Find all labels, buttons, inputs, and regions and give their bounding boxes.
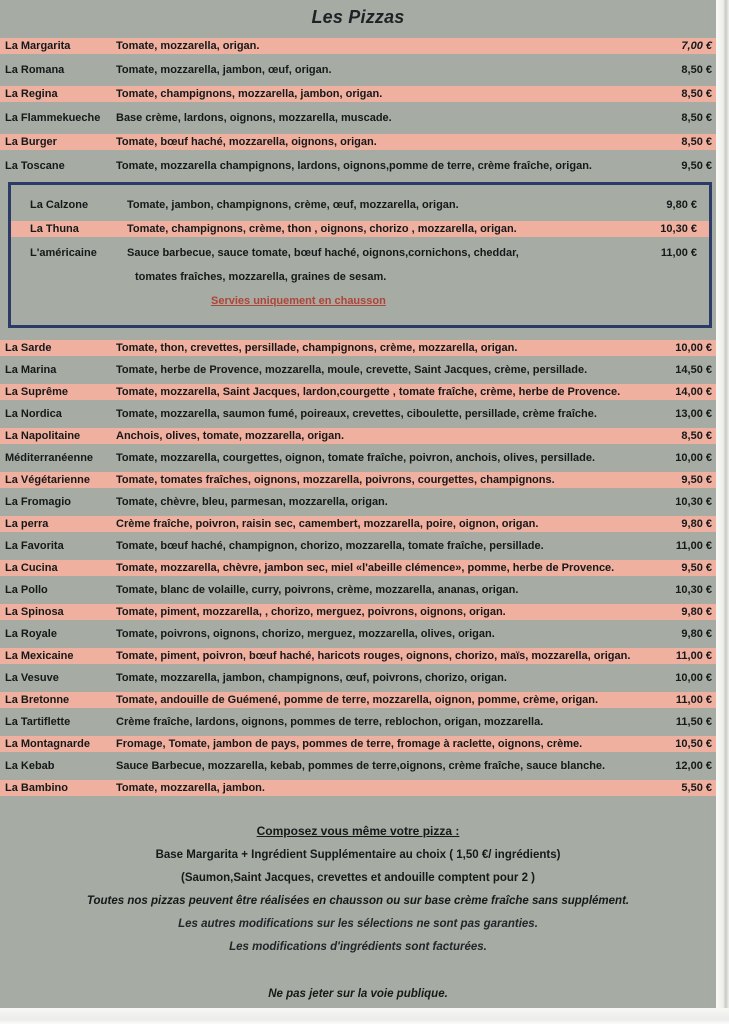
menu-row [0, 692, 716, 708]
pizza-price: 8,50 € [681, 64, 712, 76]
menu-row [0, 516, 716, 532]
menu-row [0, 362, 716, 378]
pizza-price: 8,50 € [681, 112, 712, 124]
menu-row [0, 450, 716, 466]
menu-row [11, 221, 709, 237]
pizza-name: La Végétarienne [5, 474, 90, 486]
menu-row [0, 38, 716, 54]
pizza-ingredients: Fromage, Tomate, jambon de pays, pommes de terre, fromage à raclette, oignons, crème. [116, 738, 583, 750]
chausson-note: Servies uniquement en chausson [211, 295, 386, 307]
pizza-ingredients: Tomate, blanc de volaille, curry, poivrons, crème, mozzarella, ananas, origan. [116, 584, 519, 596]
pizza-ingredients: Tomate, champignons, crème, thon , oignons, chorizo , mozzarella, origan. [127, 223, 517, 235]
pizza-ingredients: Tomate, mozzarella, chèvre, jambon sec, miel «l'abeille clémence», pomme, herbe de Provence. [116, 562, 615, 574]
footer-line: Les modifications d'ingrédients sont facturées. [229, 941, 487, 953]
pizza-name: La Spinosa [5, 606, 64, 618]
menu-row [0, 428, 716, 444]
page-title: Les Pizzas [311, 7, 405, 27]
pizza-ingredients: Tomate, tomates fraîches, oignons, mozzarella, poivrons, courgettes, champignons. [116, 474, 555, 486]
pizza-price: 9,80 € [681, 628, 712, 640]
menu-row [0, 86, 716, 102]
pizza-price: 9,80 € [681, 606, 712, 618]
menu-row [0, 780, 716, 796]
pizza-price: 8,50 € [681, 88, 712, 100]
footer-line: (Saumon,Saint Jacques, crevettes et andouille comptent pour 2 ) [180, 872, 536, 884]
pizza-name: La Fromagio [5, 496, 72, 508]
pizza-name: La Royale [5, 628, 57, 640]
footer-lines [0, 848, 716, 954]
pizza-ingredients: Tomate, chèvre, bleu, parmesan, mozzarella, origan. [116, 496, 388, 508]
pizza-name: La Romana [5, 64, 65, 76]
menu-row [11, 245, 709, 261]
menu-row [0, 134, 716, 150]
menu-row [0, 736, 716, 752]
pizza-list-boxed [11, 197, 709, 285]
pizza-name: La Thuna [30, 223, 79, 235]
pizza-ingredients: Tomate, herbe de Provence, mozzarella, moule, crevette, Saint Jacques, crème, persillade. [116, 364, 588, 376]
pizza-price: 10,50 € [675, 738, 712, 750]
pizza-name: La Sarde [5, 342, 52, 354]
scan-edge-right [716, 0, 729, 1024]
pizza-price: 14,50 € [675, 364, 712, 376]
pizza-name: La Suprême [5, 386, 68, 398]
scan-edge-bottom [0, 1008, 729, 1024]
pizza-price: 10,00 € [675, 672, 712, 684]
menu-row [0, 670, 716, 686]
pizza-price: 10,00 € [675, 342, 712, 354]
pizza-list-top [0, 38, 716, 174]
pizza-price: 13,00 € [675, 408, 712, 420]
pizza-name: La Calzone [30, 199, 89, 211]
pizza-name: La Montagnarde [5, 738, 90, 750]
pizza-ingredients: Base crème, lardons, oignons, mozzarella, muscade. [116, 112, 392, 124]
pizza-name: La Marina [5, 364, 57, 376]
pizza-name: La Cucina [5, 562, 58, 574]
pizza-price: 9,80 € [666, 199, 697, 211]
pizza-name: La Nordica [5, 408, 62, 420]
pizza-ingredients: Sauce Barbecue, mozzarella, kebab, pommes de terre,oignons, crème fraîche, sauce blanche. [116, 760, 606, 772]
menu-row [0, 538, 716, 554]
pizza-ingredients: Tomate, mozzarella, Saint Jacques, lardon,courgette , tomate fraîche, crème, herbe de Provence. [116, 386, 621, 398]
menu-row [0, 604, 716, 620]
pizza-ingredients: Sauce barbecue, sauce tomate, bœuf haché, oignons,cornichons, cheddar, [127, 247, 519, 259]
pizza-name: La Tartiflette [5, 716, 71, 728]
pizza-price: 11,00 € [675, 694, 712, 706]
pizza-ingredients: Tomate, bœuf haché, champignon, chorizo, mozzarella, tomate fraîche, persillade. [116, 540, 544, 552]
pizza-name: La Bretonne [5, 694, 70, 706]
pizza-price: 11,00 € [660, 247, 697, 259]
pizza-ingredients: Tomate, mozzarella, saumon fumé, poireaux, crevettes, ciboulette, persillade, crème fraîche. [116, 408, 597, 420]
menu-row [0, 758, 716, 774]
pizza-name: La Toscane [5, 160, 65, 172]
menu-row [0, 406, 716, 422]
pizza-price: 9,50 € [681, 474, 712, 486]
pizza-ingredients: Tomate, andouille de Guémené, pomme de terre, mozzarella, oignon, pomme, crème, origan. [116, 694, 599, 706]
pizza-name: La Margarita [5, 40, 71, 52]
pizza-name: La Burger [5, 136, 57, 148]
pizza-name: Méditerranéenne [5, 452, 94, 464]
menu-row [0, 340, 716, 356]
menu-row [0, 494, 716, 510]
menu-row [0, 384, 716, 400]
pizza-name: La perra [5, 518, 49, 530]
disposal-note: Ne pas jeter sur la voie publique. [268, 988, 448, 1000]
menu-row-continuation [11, 269, 709, 285]
pizza-name: La Mexicaine [5, 650, 74, 662]
pizza-name: La Kebab [5, 760, 55, 772]
footer-line: Toutes nos pizzas peuvent être réalisées en chausson ou sur base crème fraîche sans supplément. [86, 895, 630, 907]
menu-row [11, 197, 709, 213]
pizza-price: 9,50 € [681, 160, 712, 172]
pizza-price: 10,00 € [675, 452, 712, 464]
pizza-price: 14,00 € [675, 386, 712, 398]
pizza-name: La Vesuve [5, 672, 59, 684]
footer-notes [0, 822, 716, 1000]
pizza-price: 11,50 € [675, 716, 712, 728]
pizza-name: La Favorita [5, 540, 64, 552]
pizza-price: 11,00 € [675, 540, 712, 552]
footer-line: Les autres modifications sur les sélections ne sont pas garanties. [178, 918, 538, 930]
pizza-ingredients: Tomate, thon, crevettes, persillade, champignons, crème, mozzarella, origan. [116, 342, 518, 354]
pizza-ingredients: Tomate, mozzarella champignons, lardons, oignons,pomme de terre, crème fraîche, origan. [116, 160, 592, 172]
pizza-price: 8,50 € [681, 430, 712, 442]
pizza-name: La Bambino [5, 782, 68, 794]
pizza-name: La Regina [5, 88, 58, 100]
compose-title: Composez vous même votre pizza : [256, 824, 460, 838]
pizza-ingredients: Tomate, mozzarella, jambon, champignons, œuf, poivrons, chorizo, origan. [116, 672, 507, 684]
pizza-price: 10,30 € [675, 584, 712, 596]
pizza-price: 10,30 € [675, 496, 712, 508]
pizza-price: 8,50 € [681, 136, 712, 148]
pizza-name: La Napolitaine [5, 430, 81, 442]
pizza-name: L'américaine [30, 247, 97, 259]
pizza-price: 12,00 € [675, 760, 712, 772]
pizza-ingredients: Tomate, bœuf haché, mozzarella, oignons, origan. [116, 136, 377, 148]
pizza-price: 9,50 € [681, 562, 712, 574]
pizza-ingredients: Crème fraîche, poivron, raisin sec, camembert, mozzarella, poire, oignon, origan. [116, 518, 539, 530]
menu-row [0, 648, 716, 664]
menu-row [0, 626, 716, 642]
menu-row [0, 472, 716, 488]
pizza-name: La Pollo [5, 584, 48, 596]
pizza-ingredients: Tomate, poivrons, oignons, chorizo, merguez, mozzarella, olives, origan. [116, 628, 495, 640]
pizza-ingredients: Anchois, olives, tomate, mozzarella, origan. [116, 430, 345, 442]
menu-row [0, 560, 716, 576]
pizza-list-main [0, 340, 716, 796]
pizza-price: 10,30 € [660, 223, 697, 235]
chausson-specials-box [8, 182, 712, 328]
pizza-ingredients: Tomate, champignons, mozzarella, jambon, origan. [116, 88, 383, 100]
pizza-price: 7,00 € [681, 40, 712, 52]
pizza-ingredients: Tomate, piment, mozzarella, , chorizo, merguez, poivrons, oignons, origan. [116, 606, 506, 618]
pizza-ingredients: Crème fraîche, lardons, oignons, pommes de terre, reblochon, origan, mozzarella. [116, 716, 544, 728]
pizza-name: La Flammekueche [5, 112, 101, 124]
pizza-price: 9,80 € [681, 518, 712, 530]
pizza-ingredients: Tomate, jambon, champignons, crème, œuf, mozzarella, origan. [127, 199, 459, 211]
menu-row [0, 62, 716, 78]
pizza-price: 5,50 € [681, 782, 712, 794]
menu-row [0, 714, 716, 730]
pizza-ingredients: Tomate, mozzarella, jambon, œuf, origan. [116, 64, 332, 76]
footer-line: Base Margarita + Ingrédient Supplémentaire au choix ( 1,50 €/ ingrédients) [155, 849, 561, 861]
menu-row [0, 158, 716, 174]
menu-row [0, 582, 716, 598]
pizza-ingredients: Tomate, mozzarella, jambon. [116, 782, 265, 794]
pizza-ingredients-continued: tomates fraîches, mozzarella, graines de sesam. [135, 271, 387, 283]
pizza-ingredients: Tomate, mozzarella, origan. [116, 40, 260, 52]
pizza-ingredients: Tomate, mozzarella, courgettes, oignon, tomate fraîche, poivron, anchois, olives, persillade. [116, 452, 596, 464]
pizza-price: 11,00 € [675, 650, 712, 662]
pizza-ingredients: Tomate, piment, poivron, bœuf haché, haricots rouges, oignons, chorizo, maïs, mozzarella, origan. [116, 650, 631, 662]
menu-row [0, 110, 716, 126]
